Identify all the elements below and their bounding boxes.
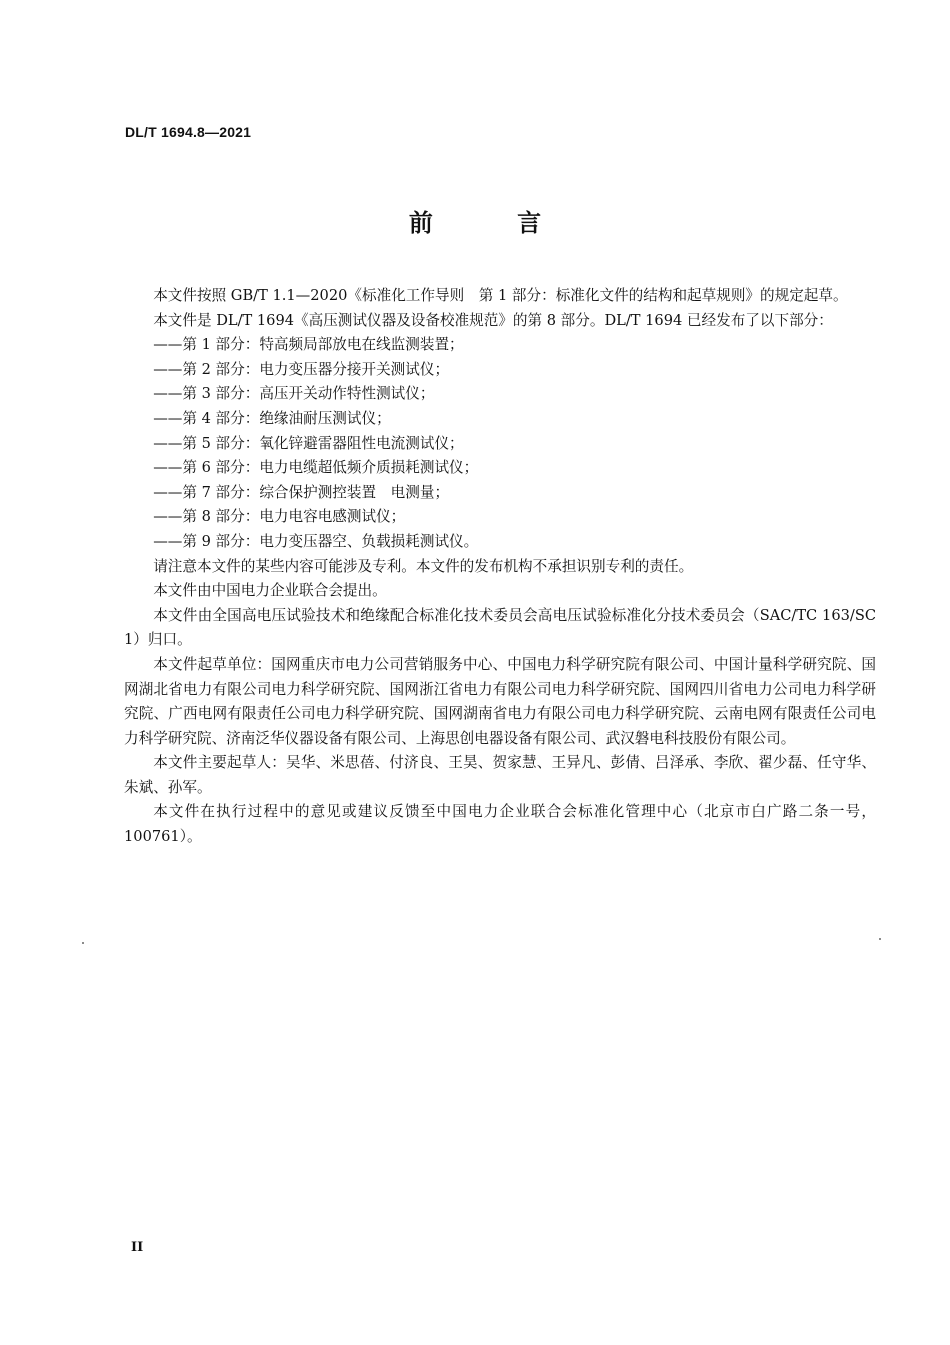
list-item-part-6: ——第 6 部分：电力电缆超低频介质损耗测试仪； xyxy=(153,459,479,477)
paragraph-drafters: 本文件主要起草人：吴华、米思蓓、付济良、王昊、贺家慧、王异凡、彭倩、吕泽承、李欣、翟少磊、任守华、朱斌、孙军。 xyxy=(124,754,876,796)
scan-speck-left xyxy=(82,942,84,944)
page-number: II xyxy=(131,1240,144,1255)
document-body xyxy=(124,284,876,850)
scan-speck-right xyxy=(879,938,881,940)
paragraph-proposer: 本文件由中国电力企业联合会提出。 xyxy=(153,582,387,600)
paragraph-drafting-units: 本文件起草单位：国网重庆市电力公司营销服务中心、中国电力科学研究院有限公司、中国计量科学研究院、国网湖北省电力有限公司电力科学研究院、国网浙江省电力有限公司电力科学研究院、国网四川省电力公司电力科学研究院、广西电网有限责任公司电力科学研究院、国网湖南省电力有限公司电力科学研究院、云南电网有限责任公司电力科学研究院、济南泛华仪器设备有限公司、上海思创电器设备有限公司、武汉磐电科技股份有限公司。 xyxy=(124,655,876,747)
document-code: DL/T 1694.8—2021 xyxy=(125,124,252,140)
list-item-part-4: ——第 4 部分：绝缘油耐压测试仪； xyxy=(153,409,391,427)
paragraph-part-of-series: 本文件是 DL/T 1694《高压测试仪器及设备校准规范》的第 8 部分。DL/T 1694 已经发布了以下部分： xyxy=(153,311,833,329)
paragraph-patent-notice: 请注意本文件的某些内容可能涉及专利。本文件的发布机构不承担识别专利的责任。 xyxy=(153,557,694,575)
paragraph-drafting-rules: 本文件按照 GB/T 1.1—2020《标准化工作导则 第 1 部分：标准化文件的结构和起草规则》的规定起草。 xyxy=(153,287,848,304)
list-item-part-9: ——第 9 部分：电力变压器空、负载损耗测试仪。 xyxy=(153,532,479,550)
list-item-part-3: ——第 3 部分：高压开关动作特性测试仪； xyxy=(153,385,435,403)
list-item-part-8: ——第 8 部分：电力电容电感测试仪； xyxy=(153,508,406,526)
list-item-part-2: ——第 2 部分：电力变压器分接开关测试仪； xyxy=(153,360,450,378)
page-title: 前 言 xyxy=(408,209,580,237)
paragraph-feedback: 本文件在执行过程中的意见或建议反馈至中国电力企业联合会标准化管理中心（北京市白广路二条一号，100761）。 xyxy=(124,803,876,846)
list-item-part-7: ——第 7 部分：综合保护测控装置 电测量； xyxy=(153,483,450,501)
list-item-part-1: ——第 1 部分：特高频局部放电在线监测装置； xyxy=(153,336,464,354)
list-item-part-5: ——第 5 部分：氧化锌避雷器阻性电流测试仪； xyxy=(153,434,464,452)
paragraph-committee: 本文件由全国高电压试验技术和绝缘配合标准化技术委员会高电压试验标准化分技术委员会（SAC/TC 163/SC 1）归口。 xyxy=(124,606,876,649)
